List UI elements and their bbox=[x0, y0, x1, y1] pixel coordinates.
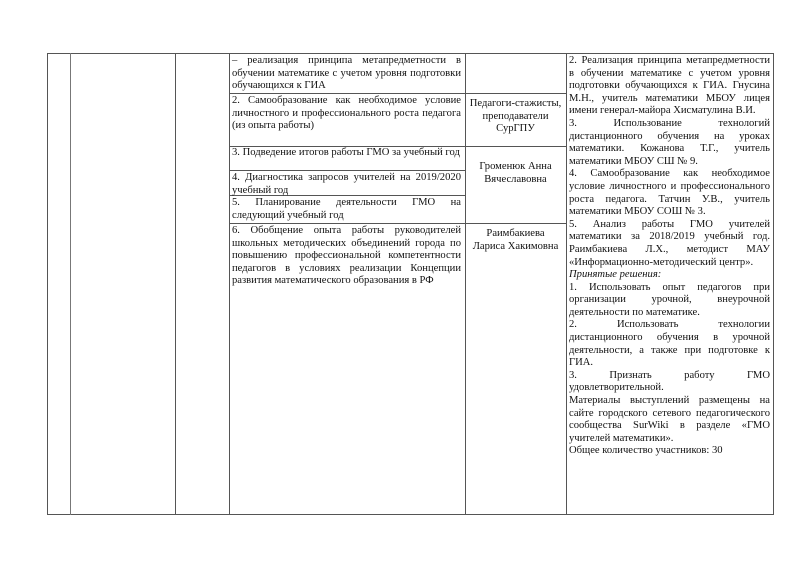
table-top-border bbox=[47, 53, 774, 54]
decisions-heading: Принятые решения: bbox=[569, 269, 662, 281]
decision-item: 2. Использовать технологии дистанционного обучения в урочной деятельности, а также при подготовке к ГИА. bbox=[569, 319, 770, 369]
result-item: 3. Использование технологий дистанционного обучения на уроках математики. Кожанова Т.Г., учитель математики МБОУ СШ № 9. bbox=[569, 117, 770, 167]
col-border-3 bbox=[175, 53, 176, 515]
agenda-item-1: – реализация принципа метапредметности в обучении математике с учетом уровня подготовки обучающихся к ГИА bbox=[232, 55, 461, 92]
col-border-4 bbox=[229, 53, 230, 515]
agenda-item-3: 3. Подведение итогов работы ГМО за учебный год bbox=[232, 147, 460, 158]
row-border bbox=[229, 93, 566, 94]
agenda-item-5: 5. Планирование деятельности ГМО на следующий учебный год bbox=[232, 197, 461, 221]
table-bottom-border bbox=[47, 514, 774, 515]
col-border-7 bbox=[773, 53, 774, 515]
result-item: 4. Самообразование как необходимое условие личностного и профессионального роста педагога. Татчин У.В., учитель математики МБОУ СОШ № 3. bbox=[569, 168, 770, 218]
col-border-5 bbox=[465, 53, 466, 515]
result-item: 5. Анализ работы ГМО учителей математики за 2018/2019 учебный год. Раимбакиева Л.Х., методист МАУ «Информационно-методический центр». bbox=[569, 218, 770, 268]
decision-item: 3. Признать работу ГМО удовлетворительной. bbox=[569, 369, 770, 394]
speaker-2: Громенюк Анна Вячеславовна bbox=[479, 161, 552, 185]
row-border bbox=[229, 170, 465, 171]
row-border bbox=[229, 223, 566, 224]
col-border-2 bbox=[70, 53, 71, 515]
agenda-item-2: 2. Самообразование как необходимое условие личностного и профессионального роста педагога (из опыта работы) bbox=[232, 95, 461, 132]
speaker-3: Раимбакиева Лариса Хакимовна bbox=[472, 228, 559, 252]
results-cell bbox=[569, 55, 770, 458]
col-border-1 bbox=[47, 53, 48, 515]
decision-item: 1. Использовать опыт педагогов при организации урочной, внеурочной деятельности по математике. bbox=[569, 281, 770, 318]
col-border-6 bbox=[566, 53, 567, 515]
result-item: 2. Реализация принципа метапредметности в обучении математике с учетом уровня подготовки обучающихся к ГИА. Гнусина М.Н., учитель математики МБОУ лицея имени генерал-майора Хисматулина В.И. bbox=[569, 55, 770, 117]
agenda-item-4: 4. Диагностика запросов учителей на 2019/2020 учебный год bbox=[232, 172, 461, 196]
participants-count: Общее количество участников: 30 bbox=[569, 445, 723, 457]
agenda-item-6: 6. Обобщение опыта работы руководителей школьных методических объединений города по повышению профессиональной компетентности педагогов в условиях реализации Концепции развития математического образования в РФ bbox=[232, 225, 461, 287]
speaker-1: Педагоги-стажисты, преподаватели СурГПУ bbox=[469, 98, 562, 135]
materials-note: Материалы выступлений размещены на сайте городского сетевого педагогического сообщества SurWiki в разделе «ГМО учителей математики». bbox=[569, 395, 770, 444]
